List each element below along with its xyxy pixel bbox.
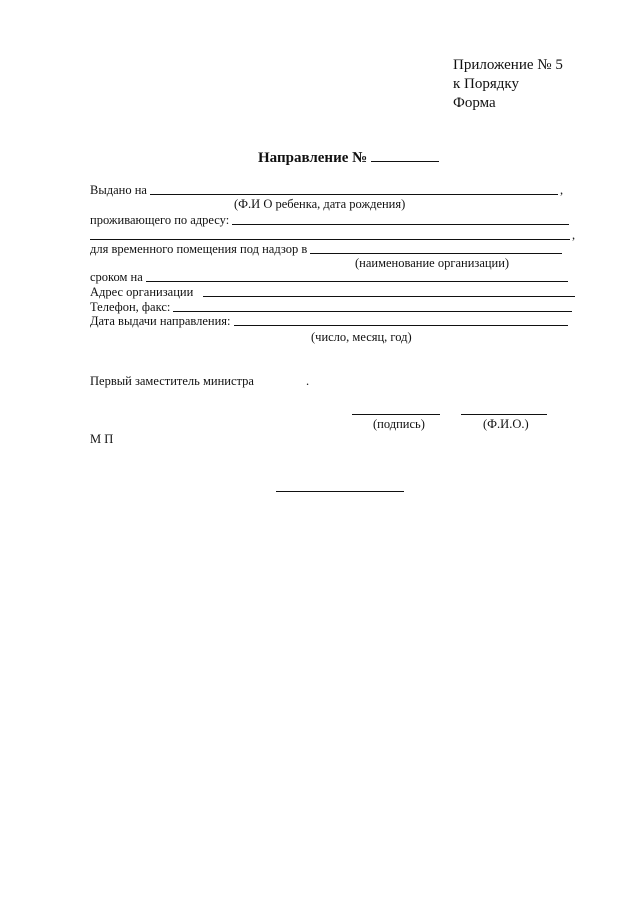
org-address-row	[90, 285, 575, 300]
term-field[interactable]	[146, 280, 568, 282]
document-number-field[interactable]	[371, 149, 439, 162]
appendix-header	[453, 56, 563, 113]
appendix-number: Приложение № 5	[453, 57, 563, 73]
appendix-reference: к Порядку	[453, 76, 519, 92]
issue-date-hint: (число, месяц, год)	[311, 330, 412, 344]
issued-to-row	[90, 183, 563, 198]
issued-to-label: Выдано на	[90, 183, 147, 197]
issue-date-label: Дата выдачи направления:	[90, 314, 231, 328]
signer-dot: .	[306, 374, 310, 388]
placement-hint: (наименование организации)	[355, 256, 510, 270]
stamp-place-label: М П	[90, 432, 114, 446]
org-address-label: Адрес организации	[90, 285, 194, 299]
issued-to-field[interactable]	[150, 193, 558, 195]
appendix-form-label: Форма	[453, 95, 496, 111]
issue-date-row	[90, 314, 568, 329]
placement-label: для временного помещения под надзор в	[90, 242, 308, 256]
placement-row	[90, 242, 562, 257]
signature-caption: (подпись)	[373, 417, 425, 431]
address-comma: ,	[572, 228, 576, 242]
address-label: проживающего по адресу:	[90, 213, 230, 227]
signer-position: Первый заместитель министра	[90, 374, 254, 388]
issued-to-comma: ,	[559, 183, 564, 197]
name-line[interactable]	[461, 414, 547, 415]
footer-divider	[276, 491, 404, 492]
phone-row	[90, 300, 572, 315]
issued-to-hint: (Ф.И О ребенка, дата рождения)	[234, 197, 406, 211]
document-title	[258, 149, 439, 167]
term-row	[90, 270, 568, 285]
org-address-field[interactable]	[203, 295, 575, 297]
address-row-2	[90, 228, 575, 243]
address-field-2[interactable]	[90, 238, 570, 240]
placement-field[interactable]	[310, 252, 562, 254]
address-row	[90, 213, 569, 228]
address-field[interactable]	[232, 223, 569, 225]
issue-date-field[interactable]	[234, 324, 568, 326]
phone-field[interactable]	[173, 310, 572, 312]
phone-label: Телефон, факс:	[90, 300, 171, 314]
name-caption: (Ф.И.О.)	[483, 417, 529, 431]
signature-line[interactable]	[352, 414, 440, 415]
document-title-text: Направление №	[258, 150, 368, 166]
term-label: сроком на	[90, 270, 143, 284]
